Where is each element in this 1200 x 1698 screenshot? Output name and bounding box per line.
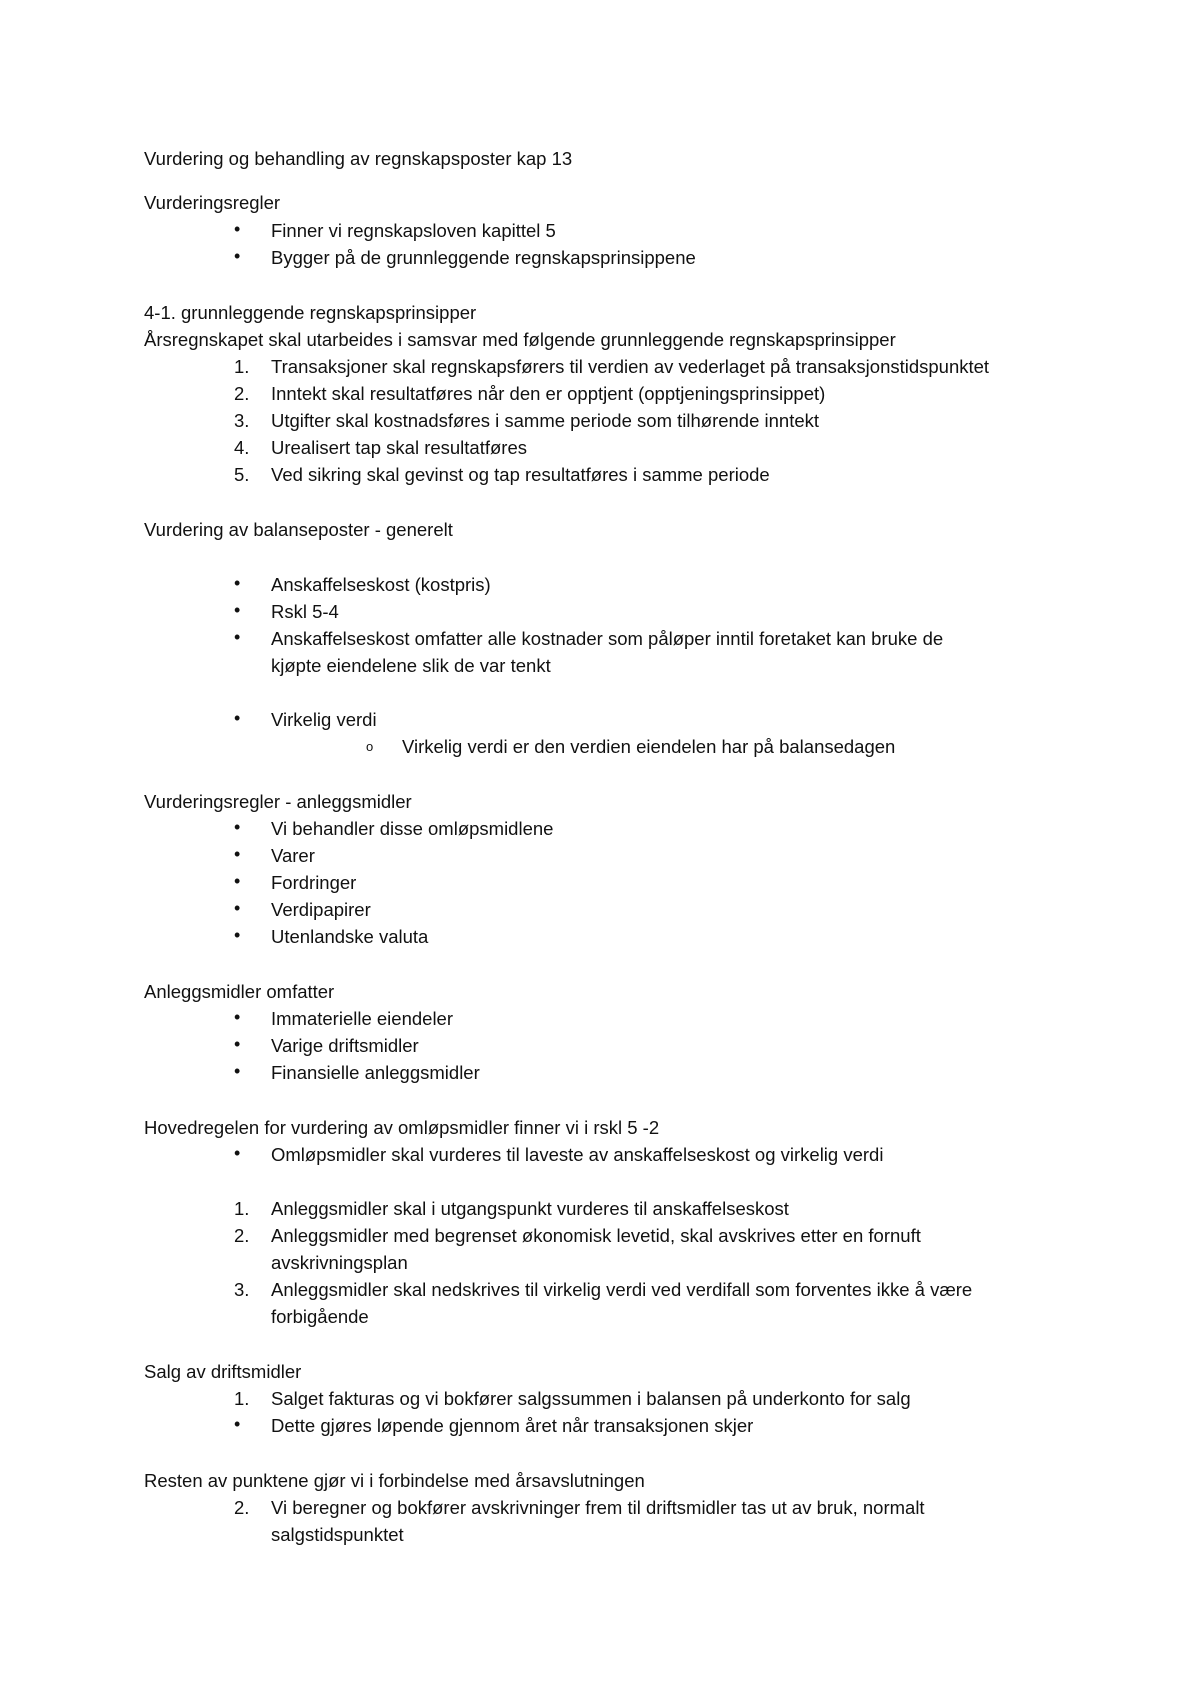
- list-item: Ved sikring skal gevinst og tap resultatføres i samme periode: [271, 464, 770, 485]
- section-heading-resten: Resten av punktene gjør vi i forbindelse med årsavslutningen: [144, 1470, 645, 1491]
- section-heading-omfatter: Anleggsmidler omfatter: [144, 981, 335, 1002]
- section-intro: Årsregnskapet skal utarbeides i samsvar med følgende grunnleggende regnskapsprinsipper: [144, 329, 896, 350]
- list-item: Dette gjøres løpende gjennom året når transaksjonen skjer: [271, 1415, 754, 1436]
- sub-list-item: Virkelig verdi er den verdien eiendelen har på balansedagen: [402, 736, 896, 757]
- list-item: Bygger på de grunnleggende regnskapsprinsippene: [271, 247, 696, 268]
- bullet-icon: •: [234, 817, 241, 837]
- list-item: Virkelig verdi: [271, 709, 377, 730]
- bullet-icon: •: [234, 1007, 241, 1027]
- list-item: Finner vi regnskapsloven kapittel 5: [271, 220, 556, 241]
- bullet-icon: •: [234, 1143, 241, 1163]
- list-item: Anleggsmidler skal i utgangspunkt vurderes til anskaffelseskost: [271, 1198, 789, 1219]
- section-heading-anleggsmidler: Vurderingsregler - anleggsmidler: [144, 791, 412, 812]
- list-item: Varer: [271, 845, 315, 866]
- list-number: 2.: [234, 383, 250, 404]
- list-item: Vi behandler disse omløpsmidlene: [271, 818, 554, 839]
- bullet-icon: •: [234, 708, 241, 728]
- list-item: Omløpsmidler skal vurderes til laveste av anskaffelseskost og virkelig verdi: [271, 1144, 884, 1165]
- list-item-continuation: forbigående: [271, 1306, 369, 1327]
- list-item: Urealisert tap skal resultatføres: [271, 437, 528, 458]
- list-item: Transaksjoner skal regnskapsførers til verdien av vederlaget på transaksjonstidspunktet: [271, 356, 990, 377]
- list-item: Utgifter skal kostnadsføres i samme periode som tilhørende inntekt: [271, 410, 820, 431]
- list-item: Anleggsmidler skal nedskrives til virkelig verdi ved verdifall som forventes ikke å være: [271, 1279, 973, 1300]
- list-item: Inntekt skal resultatføres når den er opptjent (opptjeningsprinsippet): [271, 383, 826, 404]
- list-number: 1.: [234, 1198, 250, 1219]
- section-heading-hovedregelen: Hovedregelen for vurdering av omløpsmidler finner vi i rskl 5 -2: [144, 1117, 660, 1138]
- bullet-icon: •: [234, 925, 241, 945]
- bullet-icon: •: [234, 573, 241, 593]
- list-number: 2.: [234, 1225, 250, 1246]
- list-item: Salget fakturas og vi bokfører salgssummen i balansen på underkonto for salg: [271, 1388, 911, 1409]
- list-item: Immaterielle eiendeler: [271, 1008, 454, 1029]
- list-item: Verdipapirer: [271, 899, 371, 920]
- bullet-icon: •: [234, 898, 241, 918]
- list-item: Fordringer: [271, 872, 357, 893]
- list-item-continuation: kjøpte eiendelene slik de var tenkt: [271, 655, 551, 676]
- bullet-icon: •: [234, 844, 241, 864]
- list-number: 1.: [234, 1388, 250, 1409]
- list-item: Utenlandske valuta: [271, 926, 429, 947]
- section-heading-balanseposter: Vurdering av balanseposter - generelt: [144, 519, 453, 540]
- list-item: Rskl 5-4: [271, 601, 339, 622]
- section-heading-salg: Salg av driftsmidler: [144, 1361, 302, 1382]
- bullet-icon: •: [234, 1061, 241, 1081]
- list-item-continuation: avskrivningsplan: [271, 1252, 408, 1273]
- bullet-icon: •: [234, 1414, 241, 1434]
- list-item: Finansielle anleggsmidler: [271, 1062, 480, 1083]
- section-heading-prinsipper: 4-1. grunnleggende regnskapsprinsipper: [144, 302, 477, 323]
- bullet-icon: •: [234, 627, 241, 647]
- bullet-icon: •: [234, 600, 241, 620]
- list-number: 1.: [234, 356, 250, 377]
- circle-bullet-icon: o: [366, 739, 374, 754]
- list-number: 5.: [234, 464, 250, 485]
- list-item: Anskaffelseskost (kostpris): [271, 574, 491, 595]
- bullet-icon: •: [234, 246, 241, 266]
- list-number: 3.: [234, 1279, 250, 1300]
- bullet-icon: •: [234, 871, 241, 891]
- document-title: Vurdering og behandling av regnskapsposter kap 13: [144, 148, 573, 169]
- list-item: Vi beregner og bokfører avskrivninger frem til driftsmidler tas ut av bruk, normalt: [271, 1497, 925, 1518]
- list-number: 4.: [234, 437, 250, 458]
- list-item: Anleggsmidler med begrenset økonomisk levetid, skal avskrives etter en fornuft: [271, 1225, 921, 1246]
- list-item-continuation: salgstidspunktet: [271, 1524, 404, 1545]
- list-number: 3.: [234, 410, 250, 431]
- bullet-icon: •: [234, 1034, 241, 1054]
- list-item: Anskaffelseskost omfatter alle kostnader som påløper inntil foretaket kan bruke de: [271, 628, 944, 649]
- list-number: 2.: [234, 1497, 250, 1518]
- bullet-icon: •: [234, 219, 241, 239]
- list-item: Varige driftsmidler: [271, 1035, 419, 1056]
- section-heading-vurderingsregler: Vurderingsregler: [144, 192, 281, 213]
